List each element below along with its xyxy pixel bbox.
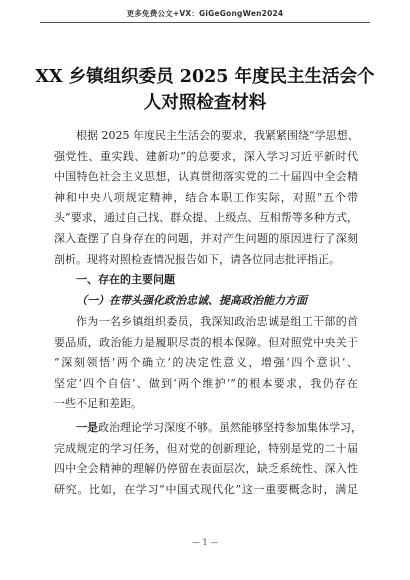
paragraph-theory-study — [54, 418, 362, 500]
paragraph-political-loyalty — [54, 312, 358, 415]
paragraph-line: 剖析。现将对照检查情况报告如下，请各位同志批评指正。 — [54, 252, 340, 266]
intro-paragraph — [54, 126, 358, 270]
paragraph-line: 深入查摆了自身存在的问题，并对产生问题的原因进行了深刻 — [54, 231, 358, 245]
paragraph-line: 中国特色社会主义思想，认真贯彻落实党的二十届四中全会精 — [54, 170, 358, 184]
paragraph-line: “深刻领悟‘两个确立’的决定性意义，增强‘四个意识’、 — [54, 356, 358, 370]
paragraph-line: 神和中央八项规定精神，结合本职工作实际，对照“五个带 — [54, 190, 358, 204]
paragraph-line: 研究。比如，在学习“中国式现代化”这一重要概念时，满足 — [54, 482, 358, 496]
paragraph-line: 根据 2025 年度民主生活会的要求，我紧紧围绕“学思想、 — [76, 129, 359, 142]
paragraph-line: 完成规定的学习任务，但对党的创新理论，特别是党的二十届 — [54, 441, 358, 455]
section-heading: 一、存在的主要问题 — [76, 273, 175, 286]
header-note: 更多免费公文+VX：GiGeGongWen2024 — [126, 9, 284, 18]
subsection-heading: （一）在带头强化政治忠诚、提高政治能力方面 — [76, 293, 307, 307]
paragraph-line: 作为一名乡镇组织委员，我深知政治忠诚是组工干部的首 — [76, 315, 358, 328]
paragraph-line: 头”要求，通过自己找、群众提、上级点、互相帮等多种方式， — [54, 211, 358, 225]
title-line-2: 人对照检查材料 — [143, 93, 267, 113]
section-heading-block — [54, 270, 358, 311]
paragraph-line-rest: 政治理论学习深度不够。虽然能够坚持参加集体学习， — [98, 421, 362, 434]
document-title — [30, 64, 380, 116]
paragraph-line: 强党性、重实践、建新功”的总要求，深入学习习近平新时代 — [54, 149, 358, 163]
paragraph-line: 坚定‘四个自信’、做到‘两个维护’”的根本要求，我仍存在 — [54, 376, 358, 390]
emphasis-lead: 一是 — [76, 421, 98, 434]
paragraph-line: 一些不足和差距。 — [54, 397, 142, 411]
header-divider — [40, 22, 370, 23]
page-number: — 1 — — [191, 538, 219, 547]
paragraph-line: 要品质，政治能力是履职尽责的根本保障。但对照党中央关于 — [54, 335, 358, 349]
paragraph-line — [54, 418, 362, 439]
title-line-1: XX 乡镇组织委员 2025 年度民主生活会个 — [35, 67, 375, 87]
paragraph-line: 四中全会精神的理解仍停留在表面层次，缺乏系统性、深入性 — [54, 462, 358, 476]
